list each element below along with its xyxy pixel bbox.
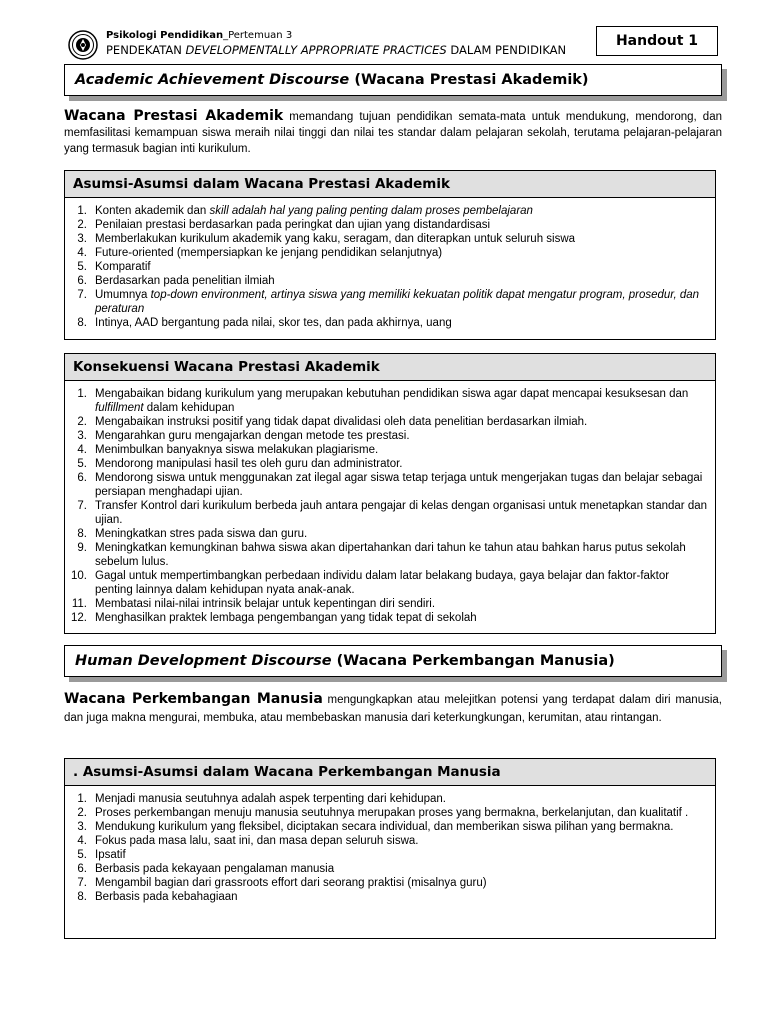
box-title: Asumsi-Asumsi dalam Wacana Prestasi Akademik	[65, 171, 715, 198]
list-text: Mengambil bagian dari grassroots effort dari seorang praktisi (misalnya guru)	[95, 877, 487, 889]
list-number: 5.	[77, 261, 87, 273]
list-text: Proses perkembangan menuju manusia seutuhnya merupakan proses yang bermakna, berkelanjutan, dan kualitatif .	[95, 807, 689, 819]
list-number: 7.	[77, 877, 87, 889]
list-text: Mengabaikan bidang kurikulum yang merupakan kebutuhan pendidikan siswa agar dapat mencapai kesuksesan dan fulfillment dalam kehidupan	[95, 388, 689, 414]
list-number: 12.	[71, 612, 87, 624]
list-text: Gagal untuk mempertimbangkan perbedaan individu dalam latar belakang budaya, gaya belajar dan faktor-faktor penting lainnya dalam kehidupan nyata anak-anak.	[95, 570, 670, 596]
list-item	[65, 260, 707, 274]
list-item	[65, 611, 707, 625]
list-item	[65, 792, 707, 806]
list-number: 8.	[77, 528, 87, 540]
assumptions-box-human	[64, 758, 716, 939]
list-item	[65, 204, 707, 218]
list-text: Menghasilkan praktek lembaga pengembangan yang tidak tepat di sekolah	[95, 612, 477, 624]
intro-paragraph-academic: Wacana Prestasi Akademik memandang tujuan pendidikan semata-mata untuk mendukung, mendorong, dan memfasilitasi kemampuan siswa meraih nilai tinggi dan nilai tes standar dalam pelajaran sekolah, terutama pelajaran-pelajaran yang termasuk bagian inti kurikulum.	[64, 108, 722, 155]
list-number: 3.	[77, 430, 87, 442]
list-item	[65, 527, 707, 541]
list-item	[65, 387, 707, 415]
list-number: 8.	[77, 891, 87, 903]
assumptions-list	[65, 198, 715, 330]
list-number: 2.	[77, 416, 87, 428]
list-number: 6.	[77, 275, 87, 287]
list-item	[65, 848, 707, 862]
box-title: Konsekuensi Wacana Prestasi Akademik	[65, 354, 715, 381]
consequences-list	[65, 381, 715, 625]
list-item	[65, 876, 707, 890]
list-number: 6.	[77, 472, 87, 484]
list-number: 4.	[77, 247, 87, 259]
list-text: Transfer Kontrol dari kurikulum berbeda jauh antara pengajar di kelas dengan organisasi untuk menetapkan standar dan ujian.	[95, 500, 708, 526]
list-item	[65, 471, 707, 499]
list-number: 1.	[77, 388, 87, 400]
list-number: 10.	[71, 570, 87, 582]
list-item	[65, 834, 707, 848]
list-item	[65, 862, 707, 876]
list-text: Penilaian prestasi berdasarkan pada peringkat dan ujian yang distandardisasi	[95, 219, 491, 231]
list-text: Mengarahkan guru mengajarkan dengan metode tes prestasi.	[95, 430, 410, 442]
list-number: 8.	[77, 317, 87, 329]
list-text: Mendukung kurikulum yang fleksibel, diciptakan secara individual, dan memberikan siswa pilihan yang bermakna.	[95, 821, 674, 833]
list-number: 7.	[77, 500, 87, 512]
list-number: 1.	[77, 793, 87, 805]
list-item	[65, 415, 707, 429]
list-item	[65, 429, 707, 443]
section-banner-academic: Academic Achievement Discourse (Wacana Prestasi Akademik)	[64, 64, 722, 96]
box-title: . Asumsi-Asumsi dalam Wacana Perkembangan Manusia	[65, 759, 715, 786]
list-text: Fokus pada masa lalu, saat ini, dan masa depan seluruh siswa.	[95, 835, 419, 847]
list-text: Mengabaikan instruksi positif yang tidak dapat divalidasi oleh data penelitian berdasarkan ilmiah.	[95, 416, 588, 428]
list-text: Meningkatkan stres pada siswa dan guru.	[95, 528, 308, 540]
consequences-box-academic	[64, 353, 716, 634]
list-item	[65, 890, 707, 904]
assumptions-list	[65, 786, 715, 904]
list-text: Meningkatkan kemungkinan bahwa siswa akan dipertahankan dari tahun ke tahun atau bahkan harus putus sekolah sebelum lulus.	[95, 542, 686, 568]
list-number: 2.	[77, 219, 87, 231]
list-item	[65, 499, 707, 527]
list-item	[65, 569, 707, 597]
course-title: Psikologi Pendidikan_Pertemuan 3	[106, 30, 293, 41]
list-text: Berbasis pada kebahagiaan	[95, 891, 238, 903]
list-text: Mendorong manipulasi hasil tes oleh guru dan administrator.	[95, 458, 403, 470]
list-text: Mendorong siswa untuk menggunakan zat ilegal agar siswa tetap terjaga untuk mengerjakan tugas dan belajar sebagai persiapan menghadapi ujian.	[95, 472, 703, 498]
list-item	[65, 218, 707, 232]
list-item	[65, 232, 707, 246]
list-item	[65, 274, 707, 288]
topic-title: PENDEKATAN DEVELOPMENTALLY APPROPRIATE PRACTICES DALAM PENDIDIKAN	[106, 43, 567, 57]
list-text: Komparatif	[95, 261, 151, 273]
list-text: Berbasis pada kekayaan pengalaman manusia	[95, 863, 335, 875]
list-text: Menjadi manusia seutuhnya adalah aspek terpenting dari kehidupan.	[95, 793, 446, 805]
list-item	[65, 443, 707, 457]
list-text: Memberlakukan kurikulum akademik yang kaku, seragam, dan diterapkan untuk seluruh siswa	[95, 233, 576, 245]
list-number: 2.	[77, 807, 87, 819]
list-item	[65, 597, 707, 611]
list-text: Berdasarkan pada penelitian ilmiah	[95, 275, 275, 287]
list-number: 4.	[77, 835, 87, 847]
list-number: 11.	[71, 598, 87, 610]
intro-paragraph-human: Wacana Perkembangan Manusia mengungkapkan atau melejitkan potensi yang terdapat dalam diri manusia, dan juga makna mengurai, membuka, atau membebaskan manusia dari keterkungkungan, kerumitan, atau rintangan.	[64, 691, 722, 724]
list-text: Menimbulkan banyaknya siswa melakukan plagiarisme.	[95, 444, 379, 456]
list-number: 7.	[77, 289, 87, 301]
list-text: Konten akademik dan skill adalah hal yang paling penting dalam proses pembelajaran	[95, 205, 533, 217]
list-number: 4.	[77, 444, 87, 456]
list-text: Umumnya top-down environment, artinya siswa yang memiliki kekuatan politik dapat mengatur program, prosedur, dan peraturan	[95, 289, 700, 315]
list-number: 3.	[77, 233, 87, 245]
list-item	[65, 457, 707, 471]
list-number: 5.	[77, 458, 87, 470]
section-banner-human: Human Development Discourse (Wacana Perkembangan Manusia)	[64, 645, 722, 677]
handout-label: Handout 1	[596, 26, 718, 56]
list-text: Intinya, AAD bergantung pada nilai, skor tes, dan pada akhirnya, uang	[95, 317, 452, 329]
list-number: 9.	[77, 542, 87, 554]
list-number: 1.	[77, 205, 87, 217]
list-item	[65, 820, 707, 834]
list-item	[65, 246, 707, 260]
list-item	[65, 541, 707, 569]
list-number: 6.	[77, 863, 87, 875]
list-number: 3.	[77, 821, 87, 833]
university-seal-icon	[68, 30, 98, 60]
list-item	[65, 316, 707, 330]
list-text: Ipsatif	[95, 849, 126, 861]
list-item	[65, 288, 707, 316]
list-text: Membatasi nilai-nilai intrinsik belajar untuk kepentingan diri sendiri.	[95, 598, 436, 610]
list-item	[65, 806, 707, 820]
assumptions-box-academic	[64, 170, 716, 340]
list-text: Future-oriented (mempersiapkan ke jenjang pendidikan selanjutnya)	[95, 247, 443, 259]
list-number: 5.	[77, 849, 87, 861]
